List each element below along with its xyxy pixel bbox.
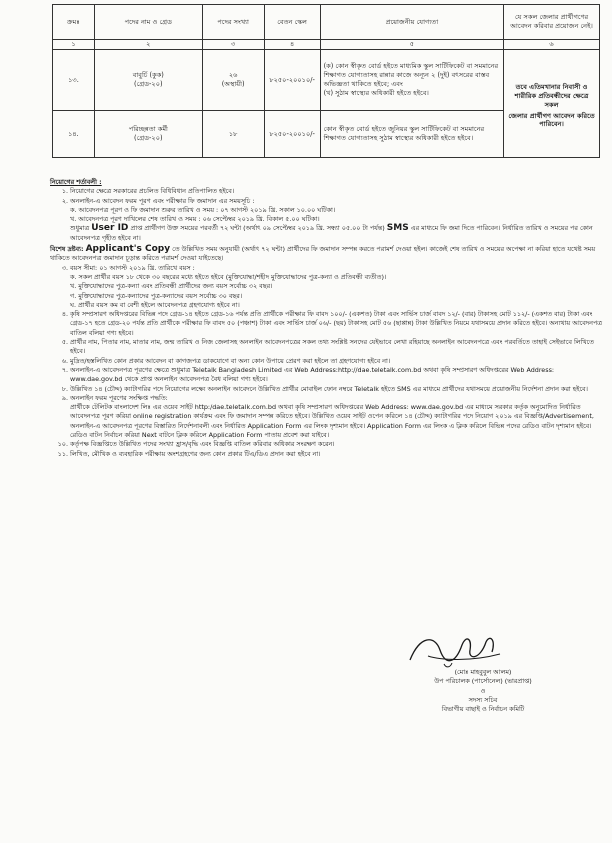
header-excluded-districts: যে সকল জেলার প্রার্থীগণের আবেদন করিবার প্রয়োজন নেই। [504,5,600,40]
sub-item: গ. মুক্তিযোদ্ধাদের পুত্র-কন্যাদের পুত্র-কন্যাদের বয়স সর্বোচ্চ ৩০ বছর। [70,291,243,300]
header-serial: ক্রমঃ [53,5,95,40]
col-number: ৪ [264,40,320,50]
terms-title: নিয়োগের শর্তাবলী : [50,178,102,186]
header-post-name: পদের নাম ও গ্রেড [94,5,202,40]
column-number-row [53,40,600,50]
term-item: ১০. কর্তৃপক্ষ বিজ্ঞপ্তিতে উল্লিখিত পদের সংখ্যা হ্রাস/বৃদ্ধি এবং বিজ্ঞপ্তি বাতিল করিবার অধিকার সংরক্ষণ করেন। [57,440,335,449]
col-number: ৫ [320,40,504,50]
row-serial: ১৩. [53,50,95,111]
signatory-and: ও [480,686,486,695]
sub-item: ঘ. প্রার্থীর বয়স কম বা বেশী হইলে আবেদনপত্র গ্রহণযোগ্য হইবে না। [70,300,240,309]
row-post [94,50,202,111]
row-count: ১৮ [202,111,264,158]
col-number: ২ [94,40,202,50]
col-number: ৩ [202,40,264,50]
term-item: ৩. বয়স সীমা: ০১ আগস্ট ২০১৯ খ্রি. তারিখে বয়স : [61,263,195,272]
qualification-line: (খ) সুঠাম স্বাস্থ্যের অধিকারী হইতে হইবে। [323,88,429,97]
sub-item: ক. আবেদনপত্র পূরণ ও ফি জমাদান শুরুর তারিখ ও সময় : ০৭ আগস্ট ২০১৯ খ্রি. সকাল ১০.০০ ঘটিকা। [70,205,336,214]
term-item: ৮. উল্লিখিত ১৪ (চৌদ্দ) ক্যাটাগরির পদে নিয়োগের লক্ষ্যে অনলাইন আবেদনে উল্লিখিত প্রার্থীর মোবাইল ফোন নম্বরে Teletalk হইতে SMS এর মাধ্যমে প্রার্থীদের যথাসময়ে প্রয়োজনীয় নির্দেশনা প্রদান করা হইবে। [61,384,588,393]
row-scale: ৮২৫০-২০০১০/- [264,50,320,111]
term-item: ১১. লিখিত, মৌখিক ও ব্যবহারিক পরীক্ষায় অংশগ্রহণের জন্য কোন প্রকার টিএ/ডিএ প্রদান করা হইবে না। [57,449,321,458]
col-number: ১ [53,40,95,50]
table-row [53,50,600,111]
term-item: ৬. মুদ্রিত/হস্তলিখিত কোন প্রকার আবেদন বা কাগজপত্র ডাকযোগে বা অন্য কোন উপায়ে প্রেরণ করা হইলে তা গ্রহণযোগ্য হইবে না। [61,356,391,365]
row-districts: তবে এতিমখানার নিবাসী ও শারীরিক প্রতিবন্ধীদের ক্ষেত্রে সকল [504,50,600,111]
term-item: ৫. প্রার্থীর নাম, পিতার নাম, মাতার নাম, জন্ম তারিখ ও নিজ জেলাসহ অনলাইন আবেদনপত্রের সকল তথ্য সংশ্লিষ্ট সনদের যেইভাবে লেখা রহিয়াছে অনলাইন আবেদনপত্রে এবং পরবর্তিতে তাহাই সেইভাবে লিখিতে হইবে। [61,338,594,356]
row-qualification [320,50,504,111]
term-item: ৭. অনলাইন-এ আবেদনপত্র পূরণের ক্ষেত্রে শুধুমাত্র Teletalk Bangladesh Limited এর Web Address:http://dae.teletalk.com.bd অথবা কৃষি সম্প্রসারণ অধিদপ্তরের Web Address: www.dae.gov.bd থেকে প্রাপ্ত অনলাইন আবেদনপত্র বৈধ বলিয়া গণ্য হইবে। [61,365,555,384]
term-item: ২. অনলাইন-এ আবেদন ফরম পূরণ এবং পরীক্ষার ফি জমাদান এর সময়সূচি : [61,196,255,205]
row-count [202,50,264,111]
signatory-name: (মোঃ মাহবুবুল আলম) [454,668,512,676]
row-districts: জেলার প্রার্থীগণ আবেদন করিতে পারিবেন। [504,111,600,158]
row-scale: ৮২৫০-২০০১০/- [264,111,320,158]
post-count-note: (অস্থায়ী) [221,80,245,88]
term-item: ১. নিয়োগের ক্ষেত্রে সরকারের প্রচলিত বিধিবিধান প্রতিপালিত হইবে। [61,187,235,196]
post-grade: (গ্রেড-২০) [134,134,163,142]
userid-note: শুধুমাত্র User ID প্রাপ্ত প্রার্থীগণ উক্ত সময়ের পরবর্তী ৭২ ঘন্টা (অর্থাৎ ০৯ সেপ্টেম্বর ২০১৯ খ্রি. সন্ধ্যা ০৫.০০ টা পর্যন্ত) SMS এর মাধ্যমে ফি জমা দিতে পারিবেন। নির্ধারিত তারিখ ও সময়ের পর কোন আবেদনপত্র গৃহীত হইবে না। [70,223,593,242]
posts-table [52,4,600,158]
row-qualification: কোন স্বীকৃত বোর্ড হইতে জুনিয়র স্কুল সার্টিফিকেট বা সমমানের শিক্ষাগত যোগ্যতাসহ সুঠাম স্বাস্থ্যের অধিকারী হইতে হইবে। [320,111,504,158]
special-note: বিশেষ দ্রষ্টব্য: Applicant's Copy তে উল্লিখিত সময় অনুযায়ী (অর্থাৎ ৭২ ঘন্টা) প্রার্থীদের ফি জমাদান সম্পন্ন করতে পরামর্শ দেওয়া হইল। কাজেই শেষ তারিখ ও সময়ের অপেক্ষা না করিয়া হাতে যথেষ্ট সময় থাকিতে আবেদনপত্র জমাদান চূড়ান্ত করিতে পরামর্শ দেওয়া যাইতেছে। [50,244,596,263]
term-item: ৪. কৃষি সম্প্রসারণ অধিদপ্তরের বিভিন্ন পদে গ্রেড-১৪ হইতে গ্রেড-১৬ পর্যন্ত প্রতি প্রার্থীকে পরীক্ষার ফি বাবদ ১০০/- (একশত) টাকা এবং সার্ভিস চার্জ বাবদ ১২/- (বার) টাকাসহ মোট ১১২/- (একশত বার) টাকা এবং গ্রেড-১৭ হতে গ্রেড-২০ পর্যন্ত প্রতি প্রার্থীকে পরীক্ষার ফি বাবদ ৫০ (পঞ্চাশ) টাকা এবং সার্ভিস চার্জ ০৬/- (ছয়) টাকাসহ মোট ৫৬ (ছাপ্পান্ন) টাকা উল্লিখিত নিয়মে যথাসময়ে প্রদান করিতে হইবে। অন্যথায় আবেদনপত্র বাতিল বলিয়া গণ্য হইবে। [61,310,602,337]
term-item: ৯. অনলাইন ফরম পূরণের সংক্ষিপ্ত পদ্ধতি: [61,393,168,402]
post-count: ২৬ [228,71,238,80]
post-grade: (গ্রেড-২০) [134,80,163,88]
handwritten-signature [400,630,510,670]
header-qualification: প্রয়োজনীয় যোগ্যতা [320,5,504,40]
signature-block [388,668,578,714]
post-name: বাবুর্চি (কুক) [132,71,164,80]
row-serial: ১৪. [53,111,95,158]
sub-item: খ. আবেদনপত্র পূরণ দাখিলের শেষ তারিখ ও সময় : ০৬ সেপ্টেম্বর ২০১৯ খ্রি. বিকাল ৫.০০ ঘটিকা। [70,215,320,224]
term-item-body: প্রার্থীকে টেলিটক বাংলাদেশ লিঃ এর ওয়েব সাইট http:/dae.teletalk.com.bd অথবা কৃষি সম্প্রসারণ অধিদপ্তরের Web Address: www.dae.gov.bd এর মাধ্যমে সরকার কর্তৃক অনুমোদিত নির্ধারিত আবেদনপত্র পূরণ করিয়া online registration কার্যক্রম এবং ফি জমাদান সম্পন্ন করিতে হইবে। উল্লিখিত ওয়েব সাইট ওপেন করিলে ১৪ (চৌদ্দ) ক্যাটাগরির পদে নিয়োগ ২০১৯ এর বিজ্ঞপ্তি/Advertisement, অনলাইন-এ আবেদনপত্র পূরণের বিস্তারিত নির্দেশনাবলী এবং নির্ধারিত Application Form এর লিংক দৃশ্যমান হইবে। Application Form এর লিংক এ ক্লিক করিলে বিভিন্ন পদের রেডিও বাটন দৃশ্যমান হইবে। রেডিও বাটন নির্বাচন করিয়া Next বাটনে ক্লিক করিলে Application Form পাতায় প্রবেশ করা যাইবে। [70,403,594,440]
signatory-designation: উপ পরিচালক (পার্সোনেল) (ভারপ্রাপ্ত) [434,677,532,686]
col-number: ৬ [504,40,600,50]
table-header-row [53,5,600,40]
header-pay-scale: বেতন স্কেল [264,5,320,40]
post-name: পরিচ্ছন্নতা কর্মী [128,125,168,134]
signatory-role: সদস্য সচিব [468,695,498,704]
qualification-line: (ক) কোন স্বীকৃত বোর্ড হইতে মাধ্যমিক স্কুল সার্টিফিকেট বা সমমানের শিক্ষাগত যোগ্যতাসহ রান্নার কাজে অন্যূন ২ (দুই) বৎসরের বাস্তব অভিজ্ঞতা থাকিতে হইবে; এবং [323,62,499,88]
row-post [94,111,202,158]
terms-section [50,178,602,459]
sub-item: ক. সকল প্রার্থীর বয়স ১৮ থেকে ৩০ বছরের মধ্যে হইতে হইবে (মুক্তিযোদ্ধা/শহীদ মুক্তিযোদ্ধাদের পুত্র-কন্যা ও প্রতিবন্ধী ব্যতীত)। [70,272,387,281]
table-row [53,111,600,158]
sub-item: খ. মুক্তিযোদ্ধাদের পুত্র-কন্যা এবং প্রতিবন্ধী প্রার্থীদের জন্য বয়স সর্বোচ্চ ৩২ বছর। [70,282,273,291]
header-post-count: পদের সংখ্যা [202,5,264,40]
signatory-committee: বিভাগীয় বাছাই ও নির্বাচন কমিটি [441,705,525,714]
